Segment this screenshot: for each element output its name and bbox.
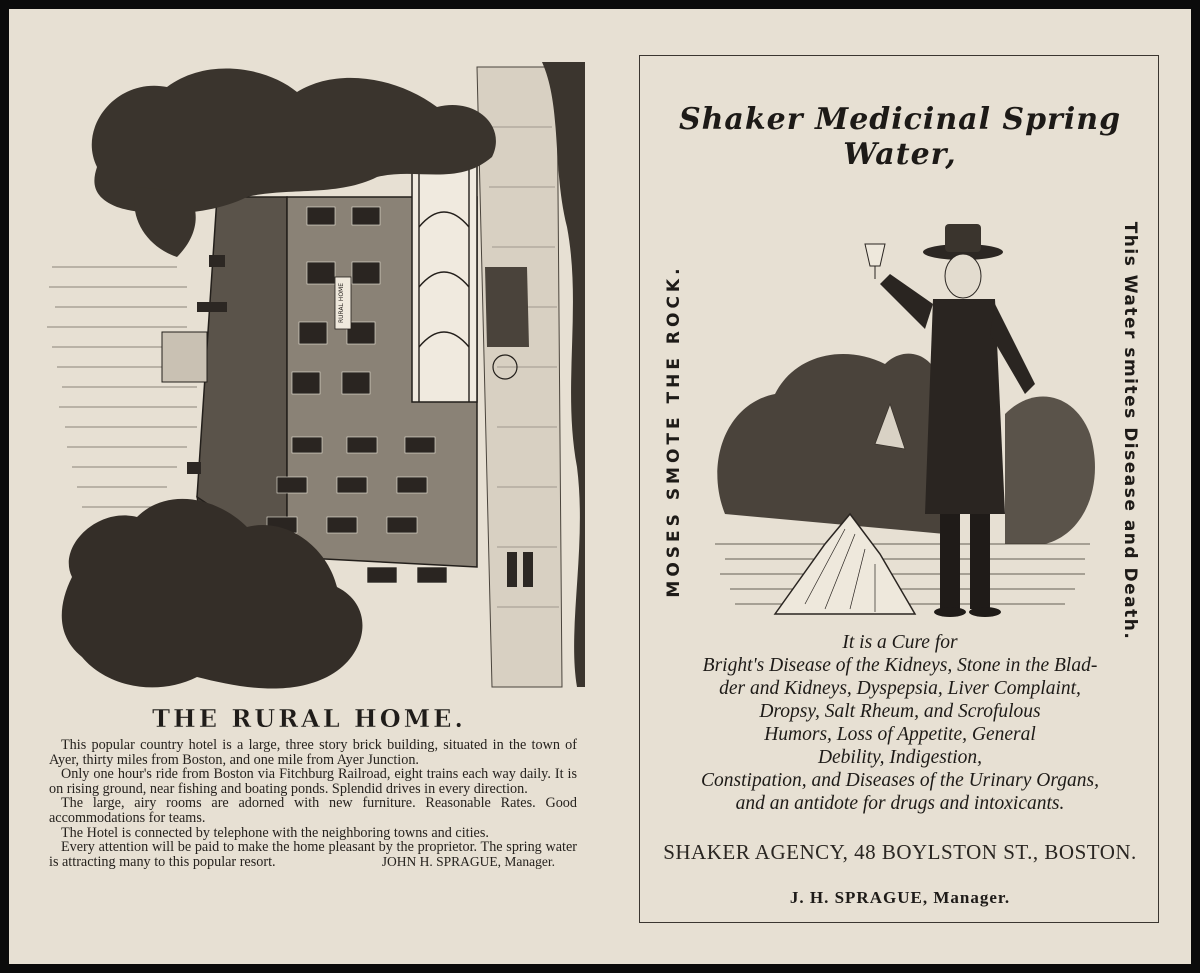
rural-home-page — [9, 9, 619, 964]
cure-line: and an antidote for drugs and intoxicants. — [735, 793, 1065, 814]
cure-line: Bright's Disease of the Kidneys, Stone in the Blad- — [702, 655, 1098, 676]
shaker-title: Shaker Medicinal Spring Water, — [678, 102, 1122, 172]
cure-line: Humors, Loss of Appetite, General — [764, 724, 1036, 745]
description-paragraph: This popular country hotel is a large, three story brick building, situated in the town of Ayer, thirty miles from Boston, and one mile from Ayer Junction. — [49, 737, 577, 768]
agency-address: SHAKER AGENCY, 48 BOYLSTON ST., BOSTON. — [663, 840, 1137, 864]
cure-list — [640, 631, 1160, 815]
moses-vertical-label — [644, 206, 704, 656]
hotel-sign-text: RURAL HOME — [338, 282, 345, 324]
cure-line: Debility, Indigestion, — [817, 747, 983, 768]
hotel-engraving — [37, 47, 585, 699]
description-paragraph: Only one hour's ride from Boston via Fitchburg Railroad, eight trains each way daily. It is on rising ground, near fishing and boating ponds. Splendid drives in every direction. — [49, 766, 577, 797]
rural-home-description — [49, 738, 577, 869]
description-text: Every attention will be paid to make the home pleasant by the proprietor. The spring water is attracting many to this popular resort. — [49, 839, 577, 870]
cure-line: It is a Cure for — [842, 632, 958, 653]
cure-line: Constipation, and Diseases of the Urinary Organs, — [701, 770, 1099, 791]
manager-signature: JOHN H. SPRAGUE, Manager. — [381, 853, 555, 869]
cure-line: der and Kidneys, Dyspepsia, Liver Complaint, — [719, 678, 1081, 699]
description-paragraph: The large, airy rooms are adorned with new furniture. Reasonable Rates. Good accommodations for teams. — [49, 795, 577, 826]
description-paragraph: The Hotel is connected by telephone with the neighboring towns and cities. — [61, 824, 489, 841]
rural-home-title: THE RURAL HOME. — [152, 704, 466, 733]
smites-text: This Water smites Disease and Death. — [1120, 221, 1140, 641]
shaker-water-page — [639, 55, 1159, 923]
manager-name: J. H. SPRAGUE, Manager. — [789, 888, 1011, 907]
cure-line: Dropsy, Salt Rheum, and Scrofulous — [759, 701, 1041, 722]
advertisement-sheet — [9, 9, 1191, 964]
moses-text: MOSES SMOTE THE ROCK. — [664, 264, 684, 598]
description-paragraph — [49, 840, 577, 869]
smites-vertical-label — [1100, 201, 1160, 661]
shaker-man-engraving — [705, 184, 1100, 624]
